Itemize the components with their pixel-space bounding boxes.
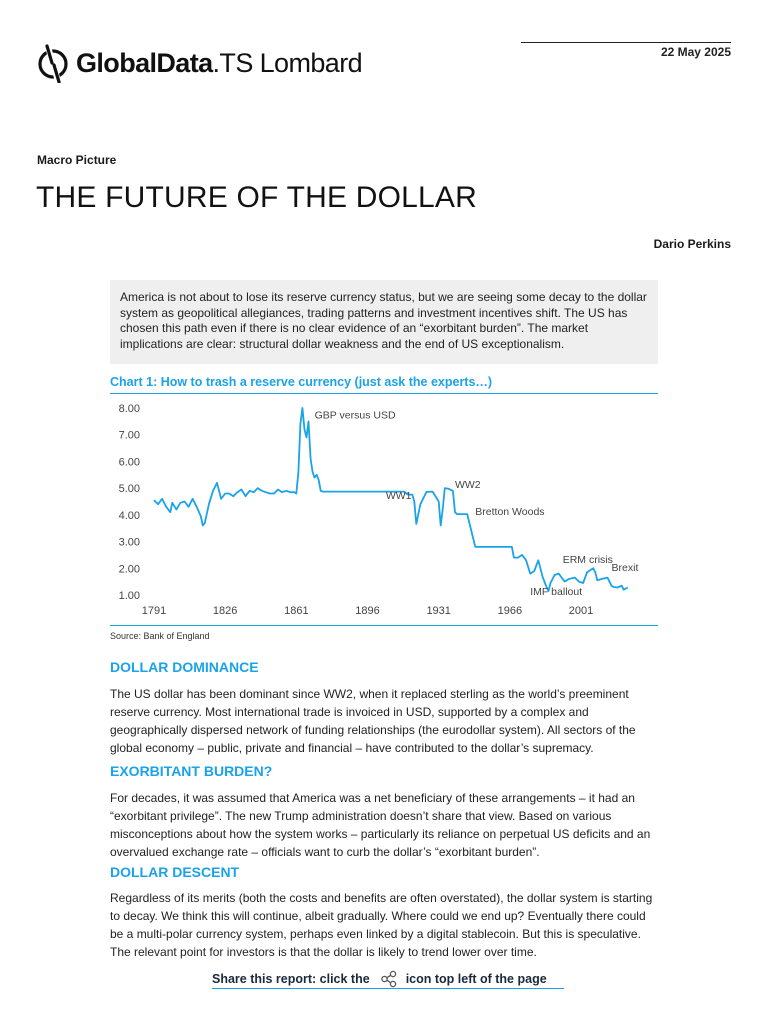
chart-annotation: WW2 <box>454 479 481 492</box>
heading-dollar-descent: DOLLAR DESCENT <box>110 864 240 880</box>
chart-annotation: ERM crisis <box>562 553 613 566</box>
paragraph-dollar-descent: Regardless of its merits (both the costs and benefits are often overstated), the dollar system is starting to decay. We think this will continue, albeit gradually. Where could we end up? Eventually there could be a multi-polar currency system, perhaps even linked by a digital stablecoin. But this is speculative. The relevant point for investors is that the dollar is likely to trend lower over time. <box>110 891 653 959</box>
chart-annotation: Brexit <box>611 561 639 574</box>
y-tick-label: 5.00 <box>118 483 140 496</box>
report-date: 22 May 2025 <box>660 45 731 59</box>
chart-rule-top <box>110 393 658 394</box>
gbp-usd-chart <box>110 396 658 624</box>
chart-annotation: GBP versus USD <box>314 409 396 422</box>
chart-source: Source: Bank of England <box>110 631 210 641</box>
y-tick-label: 3.00 <box>118 536 140 549</box>
share-footer <box>212 969 564 989</box>
y-tick-label: 1.00 <box>118 590 140 602</box>
chart-annotation: IMF ballout <box>530 586 583 598</box>
share-text-after: icon top left of the page <box>405 971 547 986</box>
x-tick-label: 2001 <box>568 605 594 617</box>
paragraph-dollar-dominance: The US dollar has been dominant since WW2, when it replaced sterling as the world’s preeminent reserve currency. Most international trade is invoiced in USD, supported by a complex and geographically dispersed network of funding relationships (the eurodollar system). All sectors of the global economy – public, private and financial – have contributed to the dollar’s supremacy. <box>110 687 636 755</box>
x-tick-label: 1966 <box>497 605 523 617</box>
heading-dollar-dominance: DOLLAR DOMINANCE <box>110 659 259 675</box>
brand-name: GlobalData.TS Lombard <box>76 47 362 78</box>
date-rule <box>521 42 731 43</box>
y-tick-label: 4.00 <box>118 509 140 522</box>
globaldata-logo <box>36 42 362 84</box>
heading-exorbitant-burden: EXORBITANT BURDEN? <box>110 763 273 779</box>
x-tick-label: 1791 <box>141 605 167 617</box>
chart-annotation: WW1 <box>385 489 412 502</box>
chart-rule-bottom <box>110 625 658 626</box>
section-label: Macro Picture <box>37 153 117 167</box>
chart-title: Chart 1: How to trash a reserve currency (just ask the experts…) <box>110 375 493 389</box>
summary-box: America is not about to lose its reserve currency status, but we are seeing some decay to the dollar system as geopolitical allegiances, trading patterns and investment incentives shift. The US has chosen this path even if there is no clear evidence of an “exorbitant burden”. The market implications are clear: structural dollar weakness and the end of US exceptionalism. <box>110 280 658 364</box>
share-icon[interactable] <box>378 970 400 988</box>
x-tick-label: 1931 <box>426 605 451 617</box>
x-tick-label: 1896 <box>355 605 380 617</box>
y-tick-label: 8.00 <box>118 403 140 415</box>
y-tick-label: 6.00 <box>118 456 140 469</box>
paragraph-exorbitant-burden: For decades, it was assumed that America was a net beneficiary of these arrangements – it had an “exorbitant privilege”. The new Trump administration doesn’t share that view. Based on various misconceptions about how the system works – particularly its reliance on perpetual US deficits and an overvalued exchange rate – officials want to curb the dollar’s “exorbitant burden”. <box>110 791 651 859</box>
x-tick-label: 1826 <box>212 605 238 617</box>
y-tick-label: 7.00 <box>118 429 140 442</box>
x-tick-label: 1861 <box>284 605 309 617</box>
chart-annotation: Bretton Woods <box>475 505 545 518</box>
share-text-before: Share this report: click the <box>212 971 370 986</box>
globaldata-logo-icon <box>36 43 70 83</box>
y-tick-label: 2.00 <box>118 563 140 576</box>
author-name: Dario Perkins <box>653 237 731 251</box>
page-title: THE FUTURE OF THE DOLLAR <box>36 181 477 214</box>
